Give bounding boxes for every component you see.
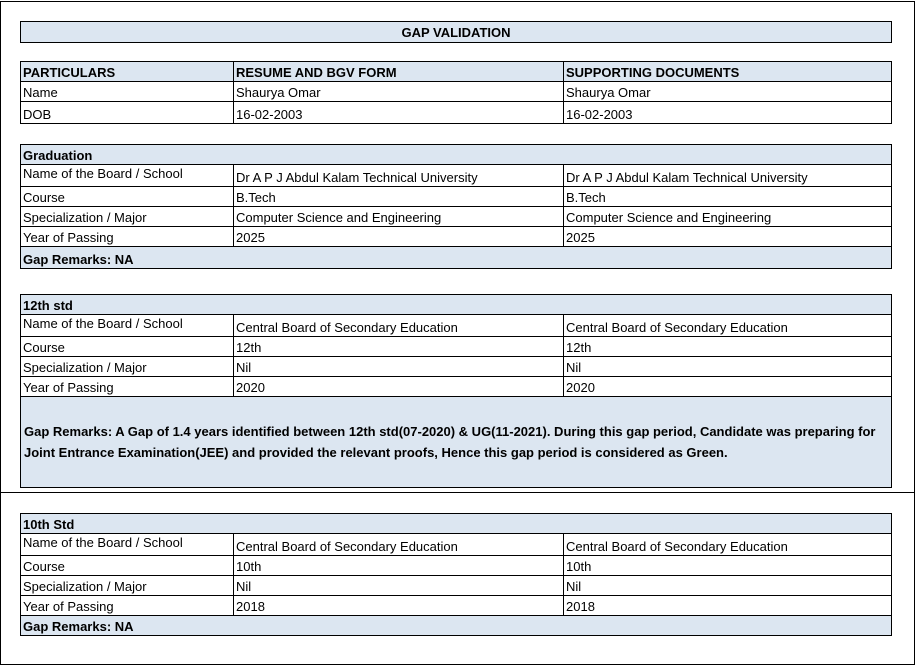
header-row [21,62,892,82]
header-particulars: PARTICULARS [21,62,234,82]
resume-value: 2020 [234,377,564,397]
header-resume: RESUME AND BGV FORM [234,62,564,82]
table-row [21,102,892,124]
row-label: DOB [21,102,234,124]
resume-value: 12th [234,337,564,357]
docs-value: 12th [564,337,892,357]
docs-value: 2018 [564,596,892,616]
page-title: GAP VALIDATION [21,22,892,43]
resume-value: Shaurya Omar [234,82,564,102]
title-table [20,21,892,43]
docs-value: 2025 [564,227,892,247]
row-label: Specialization / Major [21,576,234,596]
table-row [21,187,892,207]
row-label: Year of Passing [21,596,234,616]
table-row [21,165,892,187]
docs-value: B.Tech [564,187,892,207]
table-row [21,357,892,377]
docs-value: 2020 [564,377,892,397]
resume-value: 2025 [234,227,564,247]
gap-remarks: Gap Remarks: NA [21,616,892,636]
section-heading: 12th std [21,295,892,315]
resume-value: B.Tech [234,187,564,207]
resume-value: 16-02-2003 [234,102,564,124]
section-heading: 10th Std [21,514,892,534]
row-label: Name [21,82,234,102]
docs-value: Central Board of Secondary Education [564,315,892,337]
table-row [21,207,892,227]
row-label: Name of the Board / School [21,165,234,187]
row-label: Specialization / Major [21,207,234,227]
row-label: Course [21,556,234,576]
personal-table [20,61,892,124]
docs-value: Computer Science and Engineering [564,207,892,227]
table-row [21,227,892,247]
row-label: Year of Passing [21,227,234,247]
docs-value: Shaurya Omar [564,82,892,102]
resume-value: Central Board of Secondary Education [234,534,564,556]
section-heading: Graduation [21,145,892,165]
resume-value: Dr A P J Abdul Kalam Technical University [234,165,564,187]
row-label: Year of Passing [21,377,234,397]
twelfth-table [20,294,892,488]
docs-value: Central Board of Secondary Education [564,534,892,556]
row-label: Name of the Board / School [21,534,234,556]
resume-value: Computer Science and Engineering [234,207,564,227]
row-label: Name of the Board / School [21,315,234,337]
table-row [21,82,892,102]
table-row [21,576,892,596]
table-row [21,556,892,576]
table-row [21,315,892,337]
resume-value: Nil [234,357,564,377]
docs-value: Nil [564,357,892,377]
docs-value: 10th [564,556,892,576]
resume-value: 2018 [234,596,564,616]
docs-value: 16-02-2003 [564,102,892,124]
docs-value: Dr A P J Abdul Kalam Technical University [564,165,892,187]
graduation-table [20,144,892,269]
row-label: Course [21,337,234,357]
gap-remarks: Gap Remarks: A Gap of 1.4 years identified between 12th std(07-2020) & UG(11-2021). During this gap period, Candidate was preparing for Joint Entrance Examination(JEE) and provided the relevant proofs, Hence this gap period is considered as Green. [21,397,892,488]
table-row [21,337,892,357]
header-documents: SUPPORTING DOCUMENTS [564,62,892,82]
resume-value: Central Board of Secondary Education [234,315,564,337]
table-row [21,596,892,616]
row-label: Specialization / Major [21,357,234,377]
table-row [21,534,892,556]
resume-value: Nil [234,576,564,596]
row-label: Course [21,187,234,207]
resume-value: 10th [234,556,564,576]
gap-remarks: Gap Remarks: NA [21,247,892,269]
docs-value: Nil [564,576,892,596]
tenth-table [20,513,892,636]
table-row [21,377,892,397]
